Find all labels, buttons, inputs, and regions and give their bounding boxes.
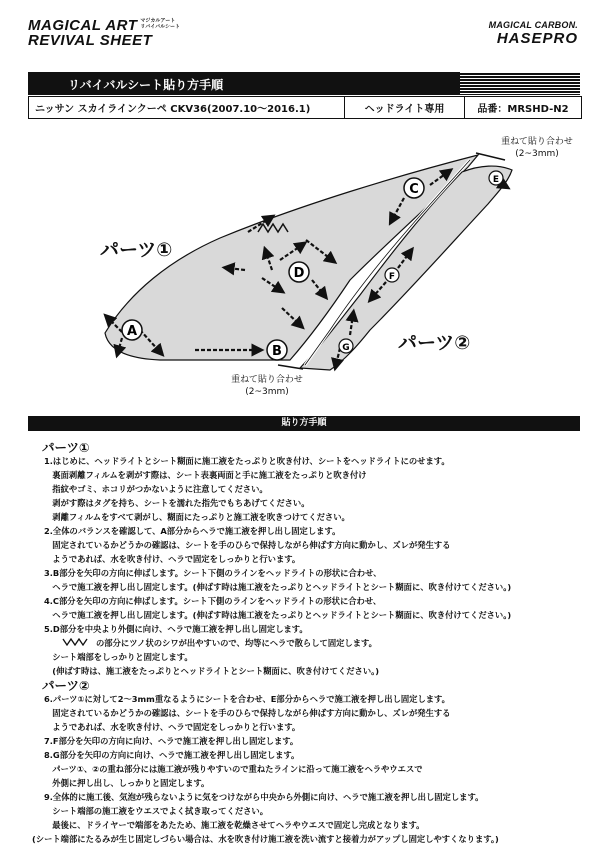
- headlight-diagram: [0, 120, 608, 410]
- instruction-line: 7.F部分を矢印の方向に向け、ヘラで施工液を押し出し固定します。: [44, 736, 299, 746]
- title-stripes: [460, 72, 580, 95]
- instruction-line: ようであれば、水を吹き付け、ヘラで固定をしっかりと行います。: [44, 554, 301, 564]
- marker-d: [289, 262, 309, 282]
- part-number: 品番：MRSHD-N2: [477, 104, 569, 115]
- instruction-line: 指紋やゴミ、ホコリがつかないように注意してください。: [44, 484, 268, 494]
- wrinkle-icon: [62, 638, 92, 646]
- instruction-line: 固定されているかどうかの確認は、シートを手のひらで保持しながら伸ばす方向に動かし、ズレが発生する: [44, 540, 451, 550]
- instruction-line: 剥がす際はタグを持ち、シートを濡れた指先でもちあげてください。: [44, 498, 310, 508]
- page-title: リバイバルシート貼り方手順: [68, 78, 224, 92]
- instruction-line: の部分にツノ状のシワが出やすいので、均等にヘラで散らして固定します。: [96, 638, 377, 648]
- svg-text:B: B: [272, 344, 282, 359]
- instruction-line: 1.はじめに、ヘッドライトとシート糊面に施工液をたっぷりと吹き付け、シートをヘッドライトにのせます。: [44, 456, 450, 466]
- brand-right-line1: MAGICAL CARBON.: [488, 20, 578, 30]
- instruction-line: 6.パーツ①に対して2〜3mm重なるようにシートを合わせ、E部分からヘラで施工液を押し出し固定します。: [44, 694, 450, 704]
- instruction-line: 9.全体的に施工後、気泡が残らないように気をつけながら中央から外側に向け、ヘラで施工液を押し出し固定します。: [44, 792, 484, 802]
- marker-e: [489, 171, 503, 185]
- svg-text:F: F: [388, 272, 396, 282]
- brand-logo-left: [28, 18, 180, 48]
- svg-text:D: D: [293, 266, 305, 281]
- instruction-line: 8.G部分を矢印の方向に向け、ヘラで施工液を押し出し固定します。: [44, 750, 300, 760]
- brand-left-line1: MAGICAL ART: [28, 17, 138, 34]
- marker-a: [122, 320, 142, 340]
- instruction-line: 剥離フィルムをすべて剥がし、糊面にたっぷりと施工液を吹きつけてください。: [44, 512, 350, 522]
- svg-text:C: C: [409, 182, 419, 197]
- part1-heading: パーツ①: [42, 440, 90, 455]
- instruction-line: ヘラで施工液を押し出し固定します。(伸ばす時は施工液をたっぷりとヘッドライトとシート糊面に、吹き付けてください。): [44, 610, 512, 620]
- instruction-line: 最後に、ドライヤーで端部をあたため、施工液を乾燥させてヘラやウエスで固定し完成となります。: [44, 820, 425, 830]
- instruction-line: ヘラで施工液を押し出し固定します。(伸ばす時は施工液をたっぷりとヘッドライトとシート糊面に、吹き付けてください。): [44, 582, 512, 592]
- instruction-line: 3.B部分を矢印の方向に伸ばします。シート下側のラインをヘッドライトの形状に合わせ、: [44, 568, 382, 578]
- instruction-line: 裏面剥離フィルムを剥がす際は、シート表裏両面と手に施工液をたっぷりと吹き付け: [44, 470, 367, 480]
- marker-g: [339, 339, 353, 353]
- info-row: [28, 96, 582, 119]
- title-bar: [28, 72, 580, 95]
- instruction-line: 4.C部分を矢印の方向に伸ばします。シート下側のラインをヘッドライトの形状に合わせ、: [44, 596, 382, 606]
- svg-text:G: G: [342, 343, 350, 353]
- section-bar: 貼り方手順: [28, 416, 580, 431]
- marker-c: [404, 178, 424, 198]
- part2-label: パーツ②: [398, 332, 471, 354]
- instruction-line: 外側に押し出し、しっかりと固定します。: [44, 778, 210, 788]
- instruction-line: (伸ばす時は、施工液をたっぷりとヘッドライトとシート糊面に、吹き付けてください。): [44, 666, 380, 676]
- usage-label: ヘッドライト専用: [345, 97, 465, 118]
- car-model: ニッサン スカイラインクーペ CKV36(2007.10〜2016.1): [29, 97, 345, 118]
- overlap-label-top: 重ねて貼り合わせ (2~3mm): [501, 137, 573, 159]
- part2-heading: パーツ②: [42, 678, 90, 693]
- instruction-line: シート端部をしっかりと固定します。: [44, 652, 193, 662]
- brand-left-line2: REVIVAL SHEET: [28, 32, 153, 49]
- marker-f: [385, 268, 399, 282]
- instruction-line: ようであれば、水を吹き付け、ヘラで固定をしっかりと行います。: [44, 722, 301, 732]
- instruction-line: シート端部の施工液をウエスでよく拭き取ってください。: [44, 806, 269, 816]
- instruction-line: パーツ①、②の重ね部分には施工液が残りやすいので重ねたラインに沿って施工液をヘラやウエスで: [44, 764, 423, 774]
- brand-logo-right: [489, 20, 578, 47]
- instruction-line: 5.D部分を中央より外側に向け、ヘラで施工液を押し出し固定します。: [44, 624, 308, 634]
- overlap-label-bottom: 重ねて貼り合わせ (2~3mm): [231, 375, 303, 397]
- marker-b: [267, 340, 287, 360]
- brand-right-line2: HASEPRO: [496, 30, 578, 47]
- svg-text:E: E: [492, 175, 500, 185]
- instruction-line: (シート端部にたるみが生じ固定しづらい場合は、水を吹き付け施工液を洗い流すと接着力がアップし固定しやすくなります。): [32, 834, 499, 844]
- part1-label: パーツ①: [100, 239, 173, 261]
- svg-text:A: A: [126, 324, 138, 339]
- instruction-line: 固定されているかどうかの確認は、シートを手のひらで保持しながら伸ばす方向に動かし、ズレが発生する: [44, 708, 451, 718]
- brand-left-jp: マジカルアート リバイバルシート: [140, 18, 181, 30]
- instruction-line: 2.全体のバランスを確認して、A部分からヘラで施工液を押し出し固定します。: [44, 526, 341, 536]
